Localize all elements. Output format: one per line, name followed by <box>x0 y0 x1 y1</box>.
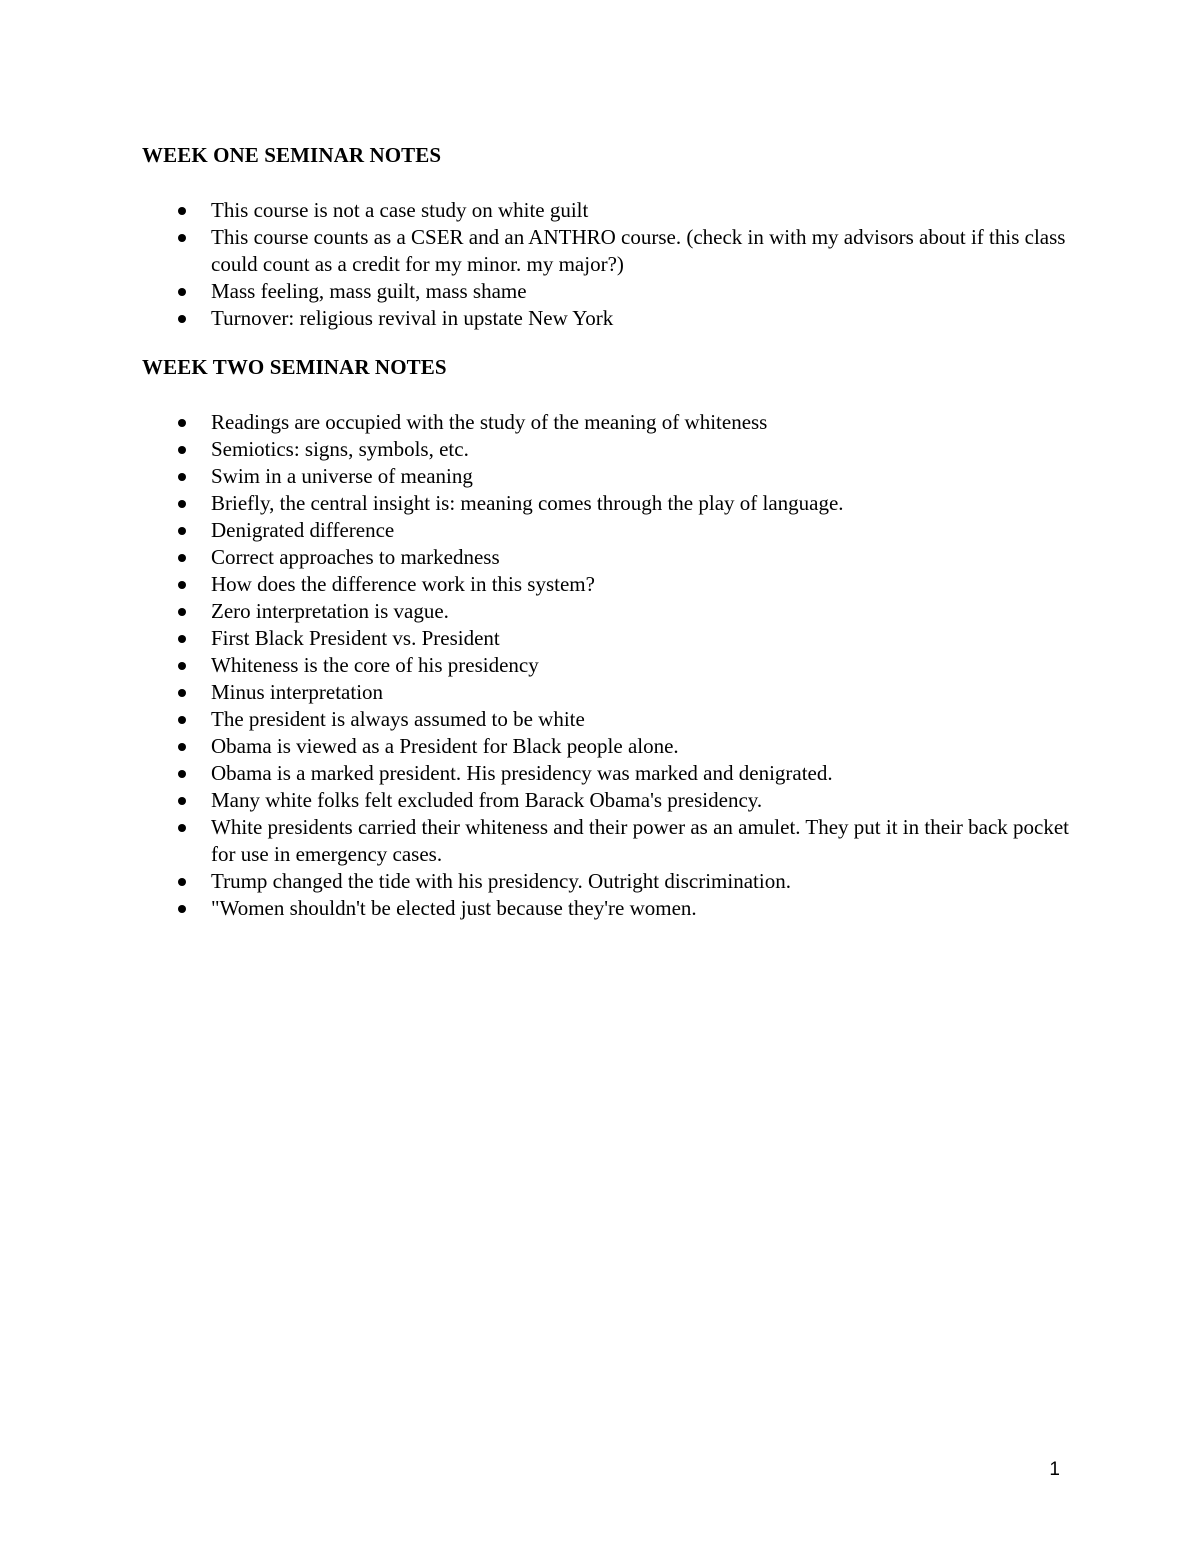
list-item-text: Obama is a marked president. His presidency was marked and denigrated. <box>211 761 833 785</box>
list-item-text: Readings are occupied with the study of the meaning of whiteness <box>211 410 768 434</box>
list-item-text: Semiotics: signs, symbols, etc. <box>211 437 469 461</box>
bullet-icon <box>178 743 186 751</box>
list-item <box>142 305 1072 332</box>
bullet-icon <box>178 419 186 427</box>
bullet-icon <box>178 288 186 296</box>
week-two-heading: WEEK TWO SEMINAR NOTES <box>142 355 447 379</box>
bullet-icon <box>178 905 186 913</box>
notes-content <box>142 142 1072 922</box>
bullet-icon <box>178 878 186 886</box>
bullet-icon <box>178 770 186 778</box>
list-item <box>142 490 1072 517</box>
week-one-notes-list <box>142 197 1072 332</box>
list-item-text: Correct approaches to markedness <box>211 545 500 569</box>
list-item <box>142 571 1072 598</box>
bullet-icon <box>178 716 186 724</box>
list-item <box>142 652 1072 679</box>
list-item <box>142 760 1072 787</box>
list-item-text: First Black President vs. President <box>211 626 500 650</box>
bullet-icon <box>178 635 186 643</box>
list-item <box>142 787 1072 814</box>
bullet-icon <box>178 554 186 562</box>
list-item <box>142 544 1072 571</box>
list-item <box>142 895 1072 922</box>
list-item <box>142 278 1072 305</box>
list-item-text: The president is always assumed to be white <box>211 707 585 731</box>
list-item <box>142 463 1072 490</box>
bullet-icon <box>178 315 186 323</box>
list-item-text: Denigrated difference <box>211 518 395 542</box>
page-number: 1 <box>1049 1459 1060 1480</box>
week-two-notes-list <box>142 409 1072 922</box>
bullet-icon <box>178 689 186 697</box>
bullet-icon <box>178 527 186 535</box>
list-item-text: Minus interpretation <box>211 680 384 704</box>
week-one-heading: WEEK ONE SEMINAR NOTES <box>142 143 442 167</box>
list-item-text: This course is not a case study on white guilt <box>211 198 589 222</box>
list-item <box>142 517 1072 544</box>
list-item <box>142 733 1072 760</box>
list-item-text: This course counts as a CSER and an ANTHRO course. (check in with my advisors about if this class could count as a credit for my minor. my major?) <box>211 225 1066 276</box>
list-item <box>142 706 1072 733</box>
bullet-icon <box>178 797 186 805</box>
list-item <box>142 409 1072 436</box>
list-item <box>142 625 1072 652</box>
bullet-icon <box>178 581 186 589</box>
list-item-text: White presidents carried their whiteness and their power as an amulet. They put it in their back pocket for use in emergency cases. <box>211 815 1069 866</box>
bullet-icon <box>178 608 186 616</box>
list-item <box>142 197 1072 224</box>
list-item-text: Whiteness is the core of his presidency <box>211 653 539 677</box>
bullet-icon <box>178 662 186 670</box>
list-item <box>142 224 1072 278</box>
list-item-text: Zero interpretation is vague. <box>211 599 449 623</box>
list-item <box>142 814 1072 868</box>
list-item-text: How does the difference work in this system? <box>211 572 595 596</box>
list-item-text: Many white folks felt excluded from Barack Obama's presidency. <box>211 788 763 812</box>
list-item-text: Trump changed the tide with his presidency. Outright discrimination. <box>211 869 791 893</box>
bullet-icon <box>178 207 186 215</box>
list-item-text: Swim in a universe of meaning <box>211 464 473 488</box>
list-item-text: "Women shouldn't be elected just because they're women. <box>211 896 697 920</box>
bullet-icon <box>178 824 186 832</box>
list-item-text: Obama is viewed as a President for Black people alone. <box>211 734 679 758</box>
list-item <box>142 436 1072 463</box>
list-item-text: Briefly, the central insight is: meaning comes through the play of language. <box>211 491 844 515</box>
list-item-text: Mass feeling, mass guilt, mass shame <box>211 279 527 303</box>
list-item <box>142 598 1072 625</box>
list-item <box>142 679 1072 706</box>
bullet-icon <box>178 446 186 454</box>
bullet-icon <box>178 500 186 508</box>
list-item-text: Turnover: religious revival in upstate New York <box>211 306 614 330</box>
bullet-icon <box>178 473 186 481</box>
bullet-icon <box>178 234 186 242</box>
list-item <box>142 868 1072 895</box>
